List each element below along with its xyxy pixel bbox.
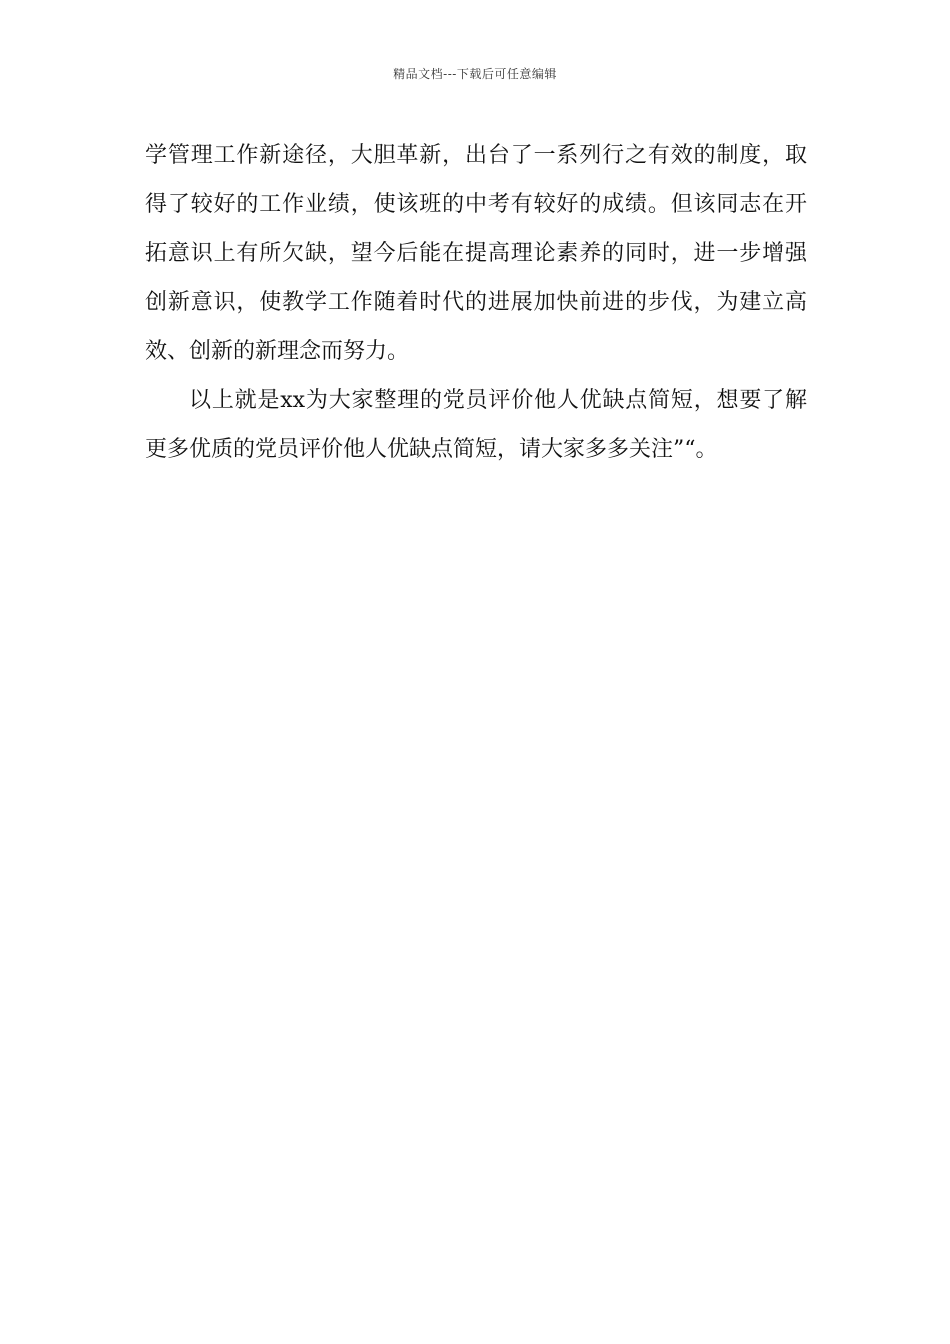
page-header: 精品文档---下载后可任意编辑 <box>393 67 557 81</box>
text-line: 更多优质的党员评价他人优缺点简短，请大家多多关注”“。 <box>145 437 718 462</box>
paragraph-1 <box>145 131 807 376</box>
text-line: 以上就是xx为大家整理的党员评价他人优缺点简短，想要了解 <box>189 388 807 413</box>
document-body <box>145 131 807 474</box>
text-line: 效、创新的新理念而努力。 <box>145 339 410 364</box>
text-line: 得了较好的工作业绩，使该班的中考有较好的成绩。但该同志在开 <box>145 192 807 217</box>
text-line: 拓意识上有所欠缺，望今后能在提高理论素养的同时，进一步增强 <box>145 241 807 266</box>
text-line: 创新意识，使教学工作随着时代的进展加快前进的步伐，为建立高 <box>145 290 807 315</box>
text-line: 学管理工作新途径，大胆革新，出台了一系列行之有效的制度，取 <box>145 143 807 168</box>
paragraph-2 <box>145 376 807 474</box>
